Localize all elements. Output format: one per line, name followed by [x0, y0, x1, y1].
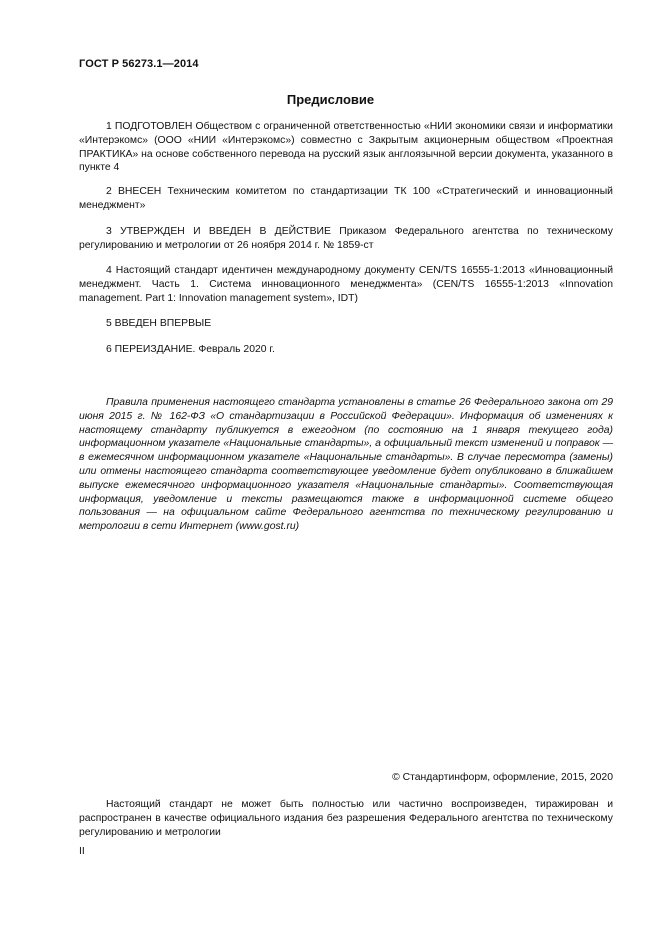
foreword-item-3: 3 УТВЕРЖДЕН И ВВЕДЕН В ДЕЙСТВИЕ Приказом Федерального агентства по техническому регулированию и метрологии от 26 ноября 2014 г. № 1859-ст [79, 226, 613, 251]
document-code: ГОСТ Р 56273.1—2014 [79, 58, 199, 70]
page-title: Предисловие [286, 92, 375, 107]
rules-note: Правила применения настоящего стандарта установлены в статье 26 Федерального закона от 29 июня 2015 г. № 162-ФЗ «О стандартизации в Российской Федерации». Информация об изменениях к настоящему стандарту публикуется в ежегодном (по состоянию на 1 января текущего года) информационном указателе «Национальные стандарты», а официальный текст изменений и поправок — в ежемесячном информационном указателе «Национальные стандарты». В случае пересмотра (замены) или отмены настоящего стандарта соответствующее уведомление будет опубликовано в ближайшем выпуске ежемесячного информационного указателя «Национальные стандарты». Соответствующая информация, уведомление и тексты размещаются также в информационной системе общего пользования — на официальном сайте Федерального агентства по техническому регулированию и метрологии в сети Интернет (www.gost.ru) [79, 397, 613, 533]
reproduction-notice: Настоящий стандарт не может быть полностью или частично воспроизведен, тиражирован и распространен в качестве официального издания без разрешения Федерального агентства по техническому регулированию и метрологии [79, 799, 613, 838]
foreword-item-6: 6 ПЕРЕИЗДАНИЕ. Февраль 2020 г. [106, 344, 275, 355]
foreword-item-1: 1 ПОДГОТОВЛЕН Обществом с ограниченной ответственностью «НИИ экономики связи и информатики «Интерэкомс» (ООО «НИИ «Интерэкомс») совместно с Закрытым акционерным обществом «Проектная ПРАКТИКА» на основе собственного перевода на русский язык англоязычной версии документа, указанного в пункте 4 [79, 121, 613, 174]
foreword-item-4: 4 Настоящий стандарт идентичен международному документу CEN/TS 16555-1:2013 «Инновационный менеджмент. Часть 1. Система инновационного менеджмента» (CEN/TS 16555-1:2013 «Innovation management. Part 1: Innovation management system», IDT) [79, 265, 613, 304]
foreword-item-5: 5 ВВЕДЕН ВПЕРВЫЕ [106, 318, 212, 329]
foreword-item-2: 2 ВНЕСЕН Техническим комитетом по стандартизации ТК 100 «Стратегический и инновационный менеджмент» [79, 186, 613, 211]
copyright-line: © Стандартинформ, оформление, 2015, 2020 [392, 772, 613, 783]
page-number: II [79, 846, 85, 857]
